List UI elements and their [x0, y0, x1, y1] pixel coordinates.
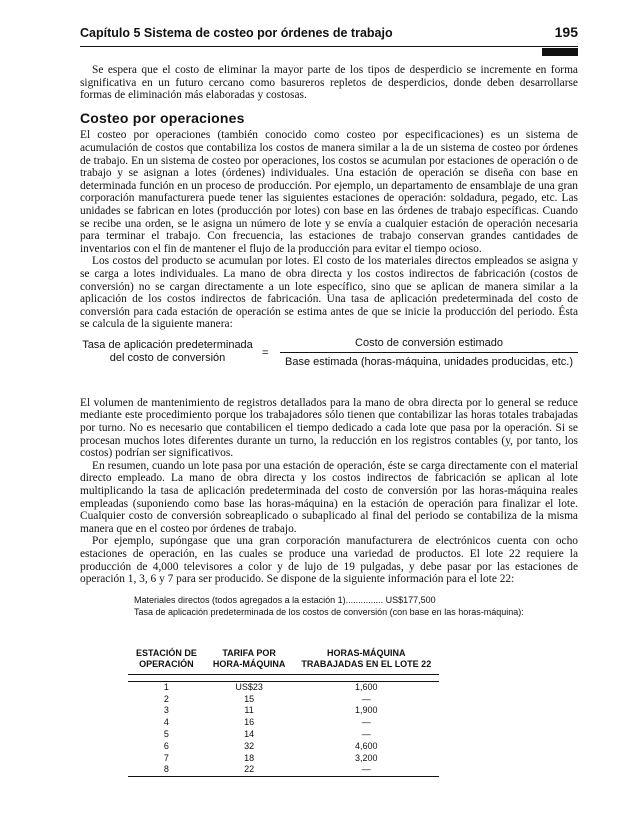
table-row	[128, 681, 439, 693]
col-rate-header-line2: HORA-MÁQUINA	[212, 658, 286, 669]
cell-hours: 1,600	[355, 681, 378, 692]
cell-hours: —	[361, 764, 371, 775]
page-number: 195	[554, 24, 578, 40]
operations-table	[128, 648, 439, 777]
cell-rate: 16	[244, 717, 255, 728]
cell-station: 8	[163, 764, 169, 775]
table-bottom-rule	[128, 776, 439, 777]
section-heading: Costeo por operaciones	[80, 109, 245, 126]
running-header	[80, 26, 578, 47]
cell-hours: 4,600	[355, 740, 378, 751]
header-chapter-title	[80, 26, 393, 40]
cell-hours: —	[361, 693, 371, 704]
info-line-rate: Tasa de aplicación predeterminada de los costos de conversión (con base en las horas-máquina):	[134, 606, 524, 617]
formula-left-term	[80, 339, 255, 365]
cell-rate: 22	[244, 764, 255, 775]
formula-left-line1: Tasa de aplicación predeterminada	[82, 338, 253, 351]
cell-station: 7	[163, 752, 169, 763]
lot-info	[134, 594, 578, 618]
table-row	[128, 717, 439, 729]
cell-station: 5	[163, 728, 169, 739]
col-station-header-line2: OPERACIÓN	[139, 658, 194, 669]
chapter-label: Capítulo 5	[80, 26, 141, 40]
cell-rate: 15	[244, 693, 255, 704]
intro-paragraph: Se espera que el costo de eliminar la mayor parte de los tipos de desperdicio se incremente en forma significativa en un futuro cercano como basureros repletos de desperdicios, donde deben desarrollarse formas de eliminación más elaboradas y costosas.	[80, 64, 578, 102]
page-body	[80, 64, 578, 777]
cell-rate: 32	[244, 740, 255, 751]
table-row	[128, 753, 439, 765]
paragraph-2: Los costos del producto se acumulan por lotes. El costo de los materiales directos empleados se asigna y se carga a lotes individuales. La mano de obra directa y los costos indirectos de fabricación (costos de conversión) no se cargan directamente a un lote específico, sino que se aplican de manera similar a la aplicación de los costos indirectos de fabricación. Una tasa de aplicación predeterminada del costo de conversión para cada estación de operación se estima antes de que se inicie la producción del periodo. Ésta se calcula de la siguiente manera:	[80, 255, 578, 331]
cell-station: 2	[163, 693, 169, 704]
cell-rate: US$23	[235, 681, 263, 692]
formula-equals: =	[262, 346, 269, 359]
paragraph-3: El volumen de mantenimiento de registros detallados para la mano de obra directa por lo general se reduce mediante este procedimiento porque los trabajadores sólo tienen que contabilizar las horas totales trabajadas por turno. No es necesario que contabilicen el tiempo dedicado a cada lote que pasa por la operación. Si se procesan muchos lotes diferentes durante un turno, la reducción en los registros contables (y, por tanto, los costos) podrían ser significativos.	[80, 396, 578, 460]
col-rate-header-line1: TARIFA POR	[222, 647, 276, 658]
col-hours-header-line1: HORAS-MÁQUINA	[327, 647, 406, 658]
cell-hours: —	[361, 717, 371, 728]
cell-rate: 11	[244, 705, 254, 716]
cell-rate: 14	[244, 728, 255, 739]
chapter-title: Sistema de costeo por órdenes de trabajo	[143, 26, 393, 40]
cell-station: 1	[163, 681, 169, 692]
cell-station: 4	[163, 717, 169, 728]
fraction-bar	[280, 352, 578, 353]
info-line-materials: Materiales directos (todos agregados a la estación 1)............... US$177,500	[134, 594, 436, 605]
paragraph-5: Por ejemplo, supóngase que una gran corporación manufacturera de electrónicos cuenta con ocho estaciones de operación, en las cuales se produce una variedad de productos. El lote 22 requiere la producción de 4,000 televisores a color y de lujo de 19 pulgadas, y debe pasar por las estaciones de operación 1, 3, 6 y 7 para ser producido. Se dispone de la siguiente información para el lote 22:	[80, 535, 578, 586]
cell-rate: 18	[244, 752, 255, 763]
cell-hours: —	[361, 728, 371, 739]
table-row	[128, 729, 439, 741]
table-row	[128, 741, 439, 753]
table-row	[128, 764, 439, 776]
paragraph-4: En resumen, cuando un lote pasa por una estación de operación, éste se carga directamente con el material directo empleado. La mano de obra directa y los costos indirectos de fabricación se aplican al lote multiplicando la tasa de aplicación predeterminada del costo de conversión por las horas-máquina reales empleadas (suponiendo como base las horas-máquina) en la estación de operación para finalizar el lote. Cualquier costo de conversión sobreaplicado o subaplicado al final del periodo se contabiliza de la misma manera que en el costeo por órdenes de trabajo.	[80, 459, 578, 535]
col-hours-header-line2: TRABAJADAS EN EL LOTE 22	[301, 658, 432, 669]
col-rate-header	[205, 648, 294, 675]
cell-hours: 1,900	[355, 705, 378, 716]
cell-station: 3	[163, 705, 169, 716]
paragraph-1: El costeo por operaciones (también conocido como costeo por especificaciones) es un sistema de acumulación de costos que contabiliza los costos de manera similar a la de un sistema de costeo por órdenes de trabajo. En un sistema de costeo por operaciones, los costos se acumulan por estaciones de operación o de trabajo y se asignan a lotes (órdenes) individuales. Una estación de operación se diseña con base en determinada función en un proceso de producción. Por ejemplo, un departamento de ensamblaje de una gran corporación manufacturera puede tener las siguientes estaciones de operación: soldadura, pegado, etc. Las unidades se fabrican en lotes (producción por lotes) con base en las órdenes de trabajo específicas. Cuando se recibe una orden, se le asigna un número de lote y se envía a cualquier estación de operación necesaria para terminar el trabajo. Con frecuencia, las estaciones de trabajo conservan grandes cantidades de inventarios con el fin de mantener el flujo de la producción para evitar el tiempo ocioso.	[80, 129, 578, 255]
table-row	[128, 694, 439, 706]
cell-station: 6	[163, 740, 169, 751]
header-thumb-bar	[542, 48, 578, 56]
formula-left-line2: del costo de conversión	[109, 351, 226, 364]
col-hours-header	[293, 648, 439, 675]
cell-hours: 3,200	[355, 752, 378, 763]
formula-numerator: Costo de conversión estimado	[355, 336, 503, 349]
table-header-row	[128, 648, 439, 675]
table-row	[128, 705, 439, 717]
rate-formula	[80, 335, 578, 387]
col-station-header	[128, 648, 205, 675]
col-station-header-line1: ESTACIÓN DE	[136, 647, 197, 658]
formula-denominator: Base estimada (horas-máquina, unidades producidas, etc.)	[285, 355, 573, 368]
